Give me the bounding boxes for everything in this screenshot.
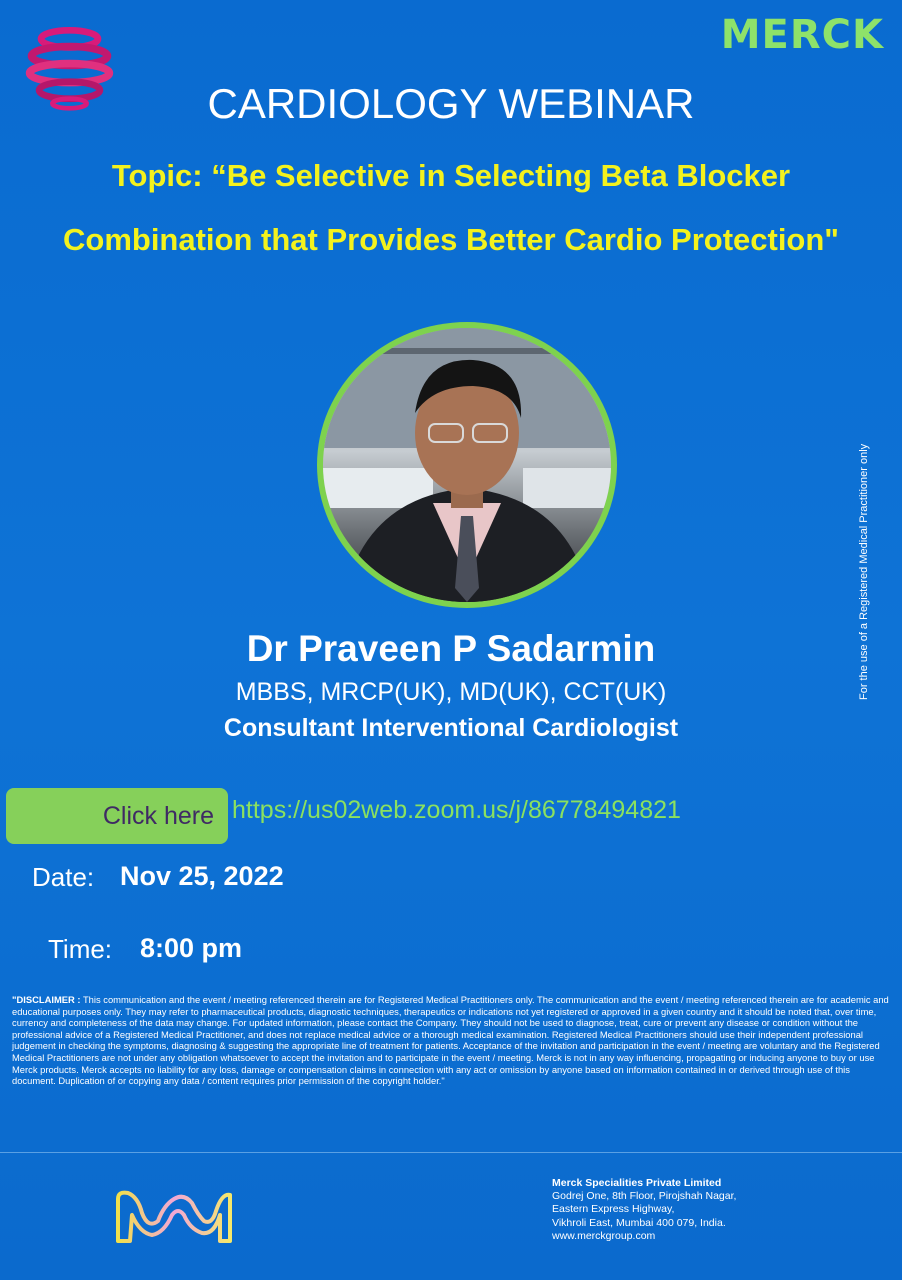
- speaker-name: Dr Praveen P Sadarmin: [246, 628, 656, 669]
- speaker-photo-frame: [317, 322, 617, 608]
- speaker-photo: [323, 328, 611, 602]
- speaker-role: Consultant Interventional Cardiologist: [223, 714, 679, 742]
- time-value: 8:00 pm: [140, 933, 243, 963]
- click-here-label: Click here: [102, 801, 214, 830]
- zoom-meeting-link[interactable]: https://us02web.zoom.us/j/86778494821: [232, 796, 681, 824]
- topic-line-1: Topic: “Be Selective in Selecting Beta Blocker: [111, 158, 791, 193]
- address-line-1: Godrej One, 8th Floor, Pirojshah Nagar,: [552, 1190, 737, 1203]
- disclaimer-body: This communication and the event / meeting referenced therein are for Registered Medical Practitioners only. The communication and the event / meeting referenced therein are for academic and educational purposes only. They may refer to pharmaceutical products, diagnostic techniques, therapeutics or indications not yet registered or approved in a given country and it should be noted that, over time, currency and completeness of the data may change. For updated information, please contact the Company. They should not be used to diagnose, treat, cure or prevent any disease or condition without the professional advice of a Registered Medical Practitioner, and does not replace medical advice or a thorough medical examination. Registered Medical Practitioners should use their independent professional judgement in checking the symptoms, diagnosing & suggesting the appropriate line of treatment for patients. Acceptance of the invitation and participation in the event / meeting are voluntary and the Registered Medical Practitioners are not under any obligation whatsoever to accept the invitation and to participate in the event / meeting. Merck is not in any way influencing, propagating or inducing anyone to buy or use Merck products. Merck accepts no liability for any loss, damage or compensation claims in connection with any act or omission by anyone based on information contained in or derived through use of this document. Duplication of or copying any data / content requires prior permission of the copyright holder.": [12, 994, 889, 1087]
- click-here-button[interactable]: [6, 788, 228, 844]
- time-label: Time:: [48, 934, 113, 964]
- practitioner-only-note: For the use of a Registered Medical Practitioner only: [858, 443, 870, 700]
- merck-m-logo-icon: [112, 1185, 237, 1247]
- date-value: Nov 25, 2022: [120, 861, 284, 891]
- speaker-portrait-icon: [323, 328, 611, 602]
- topic-line-2: Combination that Provides Better Cardio Protection": [63, 222, 839, 257]
- address-line-3: Vikhroli East, Mumbai 400 079, India.: [552, 1216, 726, 1229]
- date-label: Date:: [32, 862, 95, 892]
- address-line-2: Eastern Express Highway,: [552, 1203, 675, 1216]
- merck-logo: MERCK: [720, 12, 884, 58]
- footer-divider: [0, 1152, 902, 1153]
- company-name: Merck Specialities Private Limited: [552, 1177, 722, 1189]
- company-website-link[interactable]: www.merckgroup.com: [552, 1229, 656, 1242]
- disclaimer-heading: "DISCLAIMER :: [12, 994, 81, 1005]
- disclaimer-text: [12, 994, 890, 1087]
- webinar-title: CARDIOLOGY WEBINAR: [207, 80, 695, 127]
- company-address-block: [552, 1177, 736, 1243]
- speaker-qualifications: MBBS, MRCP(UK), MD(UK), CCT(UK): [235, 678, 667, 706]
